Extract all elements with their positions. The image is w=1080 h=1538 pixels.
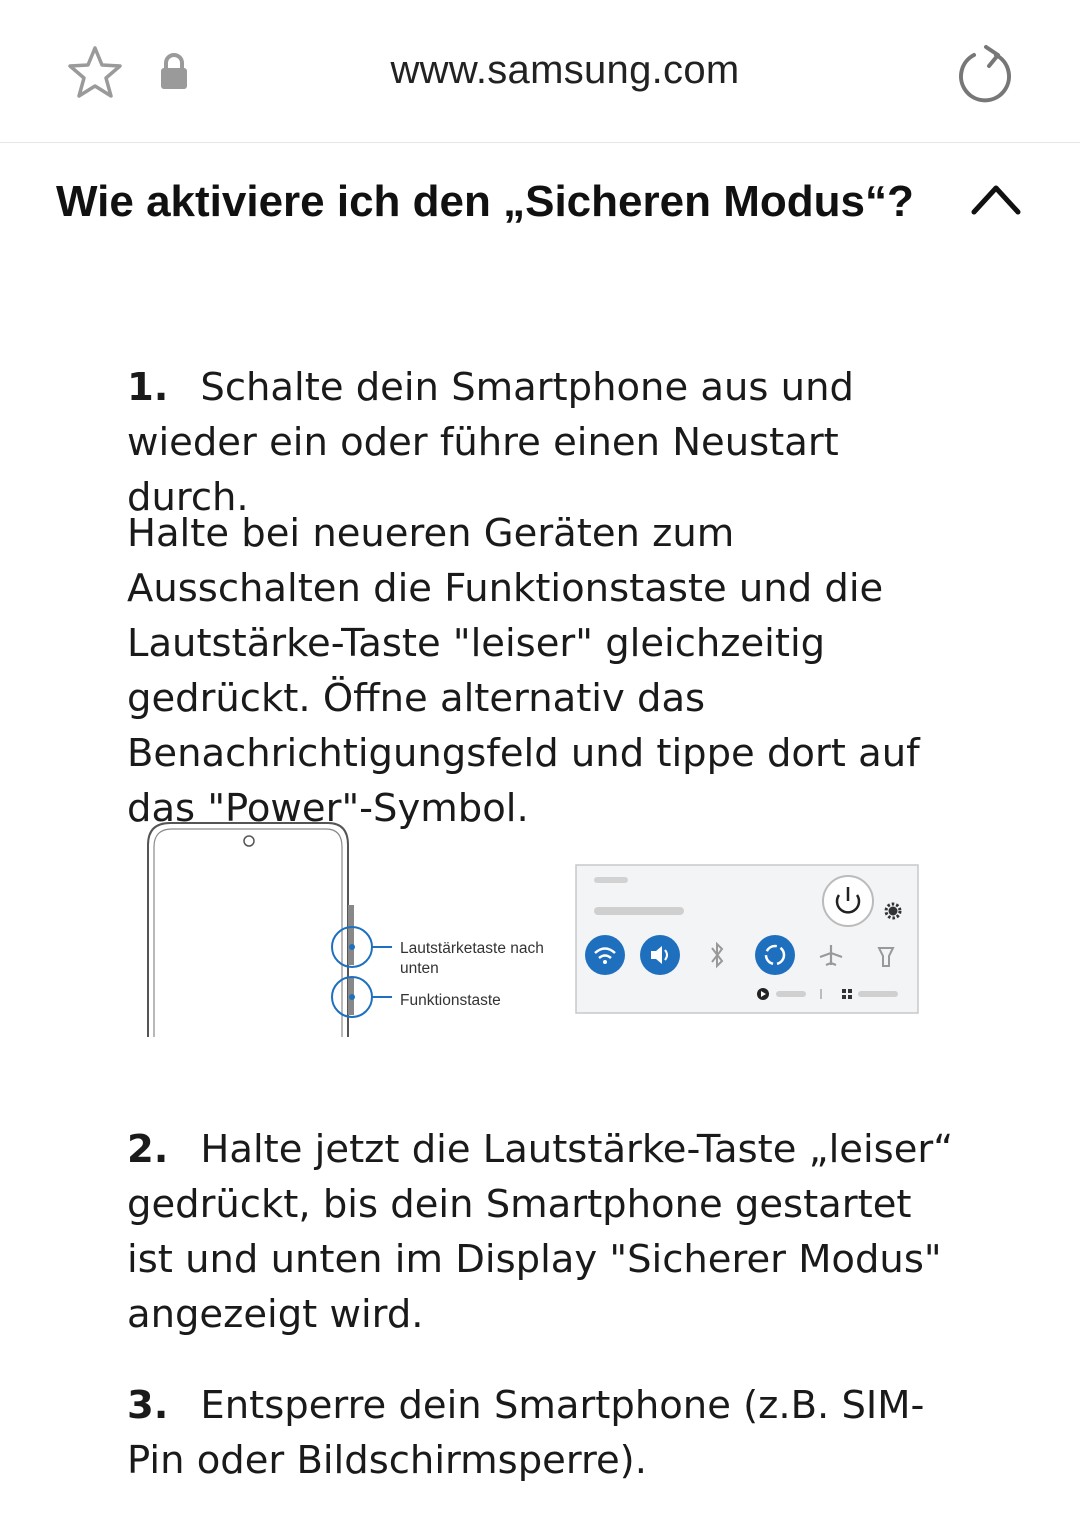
quick-panel [576, 865, 918, 1013]
sound-icon [640, 935, 680, 975]
step-text: Schalte dein Smartphone aus und wieder ein oder führe einen Neustart durch. [127, 365, 854, 520]
faq-question-title[interactable]: Wie aktiviere ich den „Sicheren Modus“? [56, 177, 914, 226]
address-bar-url[interactable]: www.samsung.com [390, 48, 740, 92]
safe-mode-illustration [140, 815, 930, 1045]
browser-toolbar [0, 0, 1080, 143]
step-1-note [127, 506, 967, 836]
step-1 [127, 360, 967, 525]
step-number: 2. [127, 1127, 169, 1172]
step-1-note-text: Halte bei neueren Geräten zum Ausschalten die Funktionstaste und die Lautstärke-Taste "leiser" gleichzeitig gedrückt. Öffne alternativ das Benachrichtigungsfeld und tippe dort auf das "Power"-Symbol. [127, 511, 920, 831]
phone-outline [148, 823, 354, 1037]
volume-down-callout [332, 927, 544, 977]
callout-volume-label-2: unten [400, 960, 439, 977]
step-2 [127, 1122, 967, 1342]
auto-rotate-icon [755, 935, 795, 975]
chevron-up-icon[interactable] [970, 180, 1022, 220]
step-3 [127, 1378, 967, 1488]
callout-volume-label-1: Lautstärketaste nach [400, 940, 544, 957]
step-text: Halte jetzt die Lautstärke-Taste „leiser“ gedrückt, bis dein Smartphone gestartet ist und unten im Display "Sicherer Modus" angezeigt wird. [127, 1127, 954, 1337]
step-text: Entsperre dein Smartphone (z.B. SIM-Pin oder Bildschirmsperre). [127, 1383, 925, 1483]
power-key-callout [332, 977, 501, 1017]
step-number: 1. [127, 365, 169, 410]
step-number: 3. [127, 1383, 169, 1428]
lock-icon [158, 52, 190, 92]
star-icon[interactable] [66, 44, 124, 102]
reload-icon[interactable] [955, 43, 1015, 103]
wifi-icon [585, 935, 625, 975]
callout-power-label: Funktionstaste [400, 992, 501, 1009]
power-icon [823, 876, 873, 926]
